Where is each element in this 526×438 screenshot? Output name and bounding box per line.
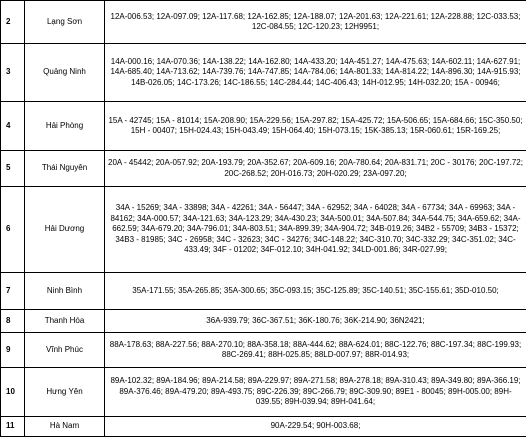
plate-list: 36A-939.79; 36C-367.51; 36K-180.76; 36K-214.90; 36N2421; xyxy=(105,310,526,333)
province-name: Quảng Ninh xyxy=(25,44,105,102)
province-name: Thái Nguyên xyxy=(25,151,105,187)
province-name: Thanh Hóa xyxy=(25,310,105,333)
row-number: 4 xyxy=(1,102,25,151)
table-row xyxy=(1,273,526,310)
province-name: Hưng Yên xyxy=(25,368,105,417)
plate-list: 34A - 15269; 34A - 33898; 34A - 42261; 34A - 56447; 34A - 62952; 34A - 64028; 34A - 67734; 34A - 69963; 34A - 84162; 34A-000.57; 34A-121.63; 34A-123.29; 34A-430.23; 34A-500.01; 34A-507.84; 34A-544.75; 34A-659.62; 34A-662.59; 34A-679.20; 34A-796.01; 34A-803.51; 34A-899.39; 34A-904.72; 34B-019.26; 34B2 - 55709; 34B3 - 15372; 34B3 - 81985; 34C - 26958; 34C - 32623; 34C - 34276; 34C-148.22; 34C-310.70; 34C-332.29; 34C-351.02; 34C-433.49; 34F - 01202; 34F-012.10; 34H-041.92; 34LD-001.86; 34R-027.99; xyxy=(105,187,526,273)
row-number: 5 xyxy=(1,151,25,187)
row-number: 8 xyxy=(1,310,25,333)
province-name: Hà Nam xyxy=(25,417,105,437)
row-number: 10 xyxy=(1,368,25,417)
row-number: 3 xyxy=(1,44,25,102)
table-row xyxy=(1,417,526,437)
table-row xyxy=(1,102,526,151)
row-number: 6 xyxy=(1,187,25,273)
province-name: Vĩnh Phúc xyxy=(25,333,105,368)
plate-list: 88A-178.63; 88A-227.56; 88A-270.10; 88A-358.18; 88A-444.62; 88A-624.01; 88C-122.76; 88C-197.34; 88C-199.93; 88C-269.41; 88H-025.85; 88LD-007.97; 88R-014.93; xyxy=(105,333,526,368)
province-name: Hải Phòng xyxy=(25,102,105,151)
province-name: Lạng Sơn xyxy=(25,1,105,44)
row-number: 2 xyxy=(1,1,25,44)
row-number: 7 xyxy=(1,273,25,310)
table-row xyxy=(1,333,526,368)
plate-list: 89A-102.32; 89A-184.96; 89A-214.58; 89A-229.97; 89A-271.58; 89A-278.18; 89A-310.43; 89A-349.80; 89A-366.19; 89A-376.46; 89A-479.20; 89A-493.75; 89C-226.39; 89C-266.79; 89C-309.90; 89E1 - 80045; 89H-005.00; 89H-039.55; 89H-039.94; 89H-041.64; xyxy=(105,368,526,417)
table-row xyxy=(1,368,526,417)
plate-list: 12A-006.53; 12A-097.09; 12A-117.68; 12A-162.85; 12A-188.07; 12A-201.63; 12A-221.61; 12A-228.88; 12C-033.53; 12C-084.55; 12C-120.23; 12H9951; xyxy=(105,1,526,44)
table-row xyxy=(1,151,526,187)
table-row xyxy=(1,310,526,333)
table-row xyxy=(1,187,526,273)
plate-list: 35A-171.55; 35A-265.85; 35A-300.65; 35C-093.15; 35C-125.89; 35C-140.51; 35C-155.61; 35D-010.50; xyxy=(105,273,526,310)
table-row xyxy=(1,44,526,102)
row-number: 11 xyxy=(1,417,25,437)
plate-list: 15A - 42745; 15A - 81014; 15A-208.90; 15A-229.56; 15A-297.82; 15A-425.72; 15A-506.65; 15A-684.66; 15C-350.50; 15H - 00407; 15H-024.43; 15H-043.49; 15H-064.40; 15H-073.15; 15K-385.13; 15R-060.61; 15R-169.25; xyxy=(105,102,526,151)
province-name: Ninh Bình xyxy=(25,273,105,310)
plate-list: 14A-000.16; 14A-070.36; 14A-138.22; 14A-162.80; 14A-433.20; 14A-451.27; 14A-475.63; 14A-602.11; 14A-627.91; 14A-685.40; 14A-713.62; 14A-739.76; 14A-747.85; 14A-784.06; 14A-801.33; 14A-814.22; 14A-896.30; 14A-915.93; 14B-026.05; 14C-173.26; 14C-186.55; 14C-284.44; 14C-406.43; 14H-012.95; 14H-032.20; 15A - 00946; xyxy=(105,44,526,102)
table-row xyxy=(1,1,526,44)
row-number: 9 xyxy=(1,333,25,368)
plate-list: 90A-229.54; 90H-003.68; xyxy=(105,417,526,437)
province-name: Hải Dương xyxy=(25,187,105,273)
plate-list: 20A - 45442; 20A-057.92; 20A-193.79; 20A-352.67; 20A-609.16; 20A-780.64; 20A-831.71; 20C - 30176; 20C-197.72; 20C-268.52; 20H-016.73; 20H-020.29; 23A-097.20; xyxy=(105,151,526,187)
